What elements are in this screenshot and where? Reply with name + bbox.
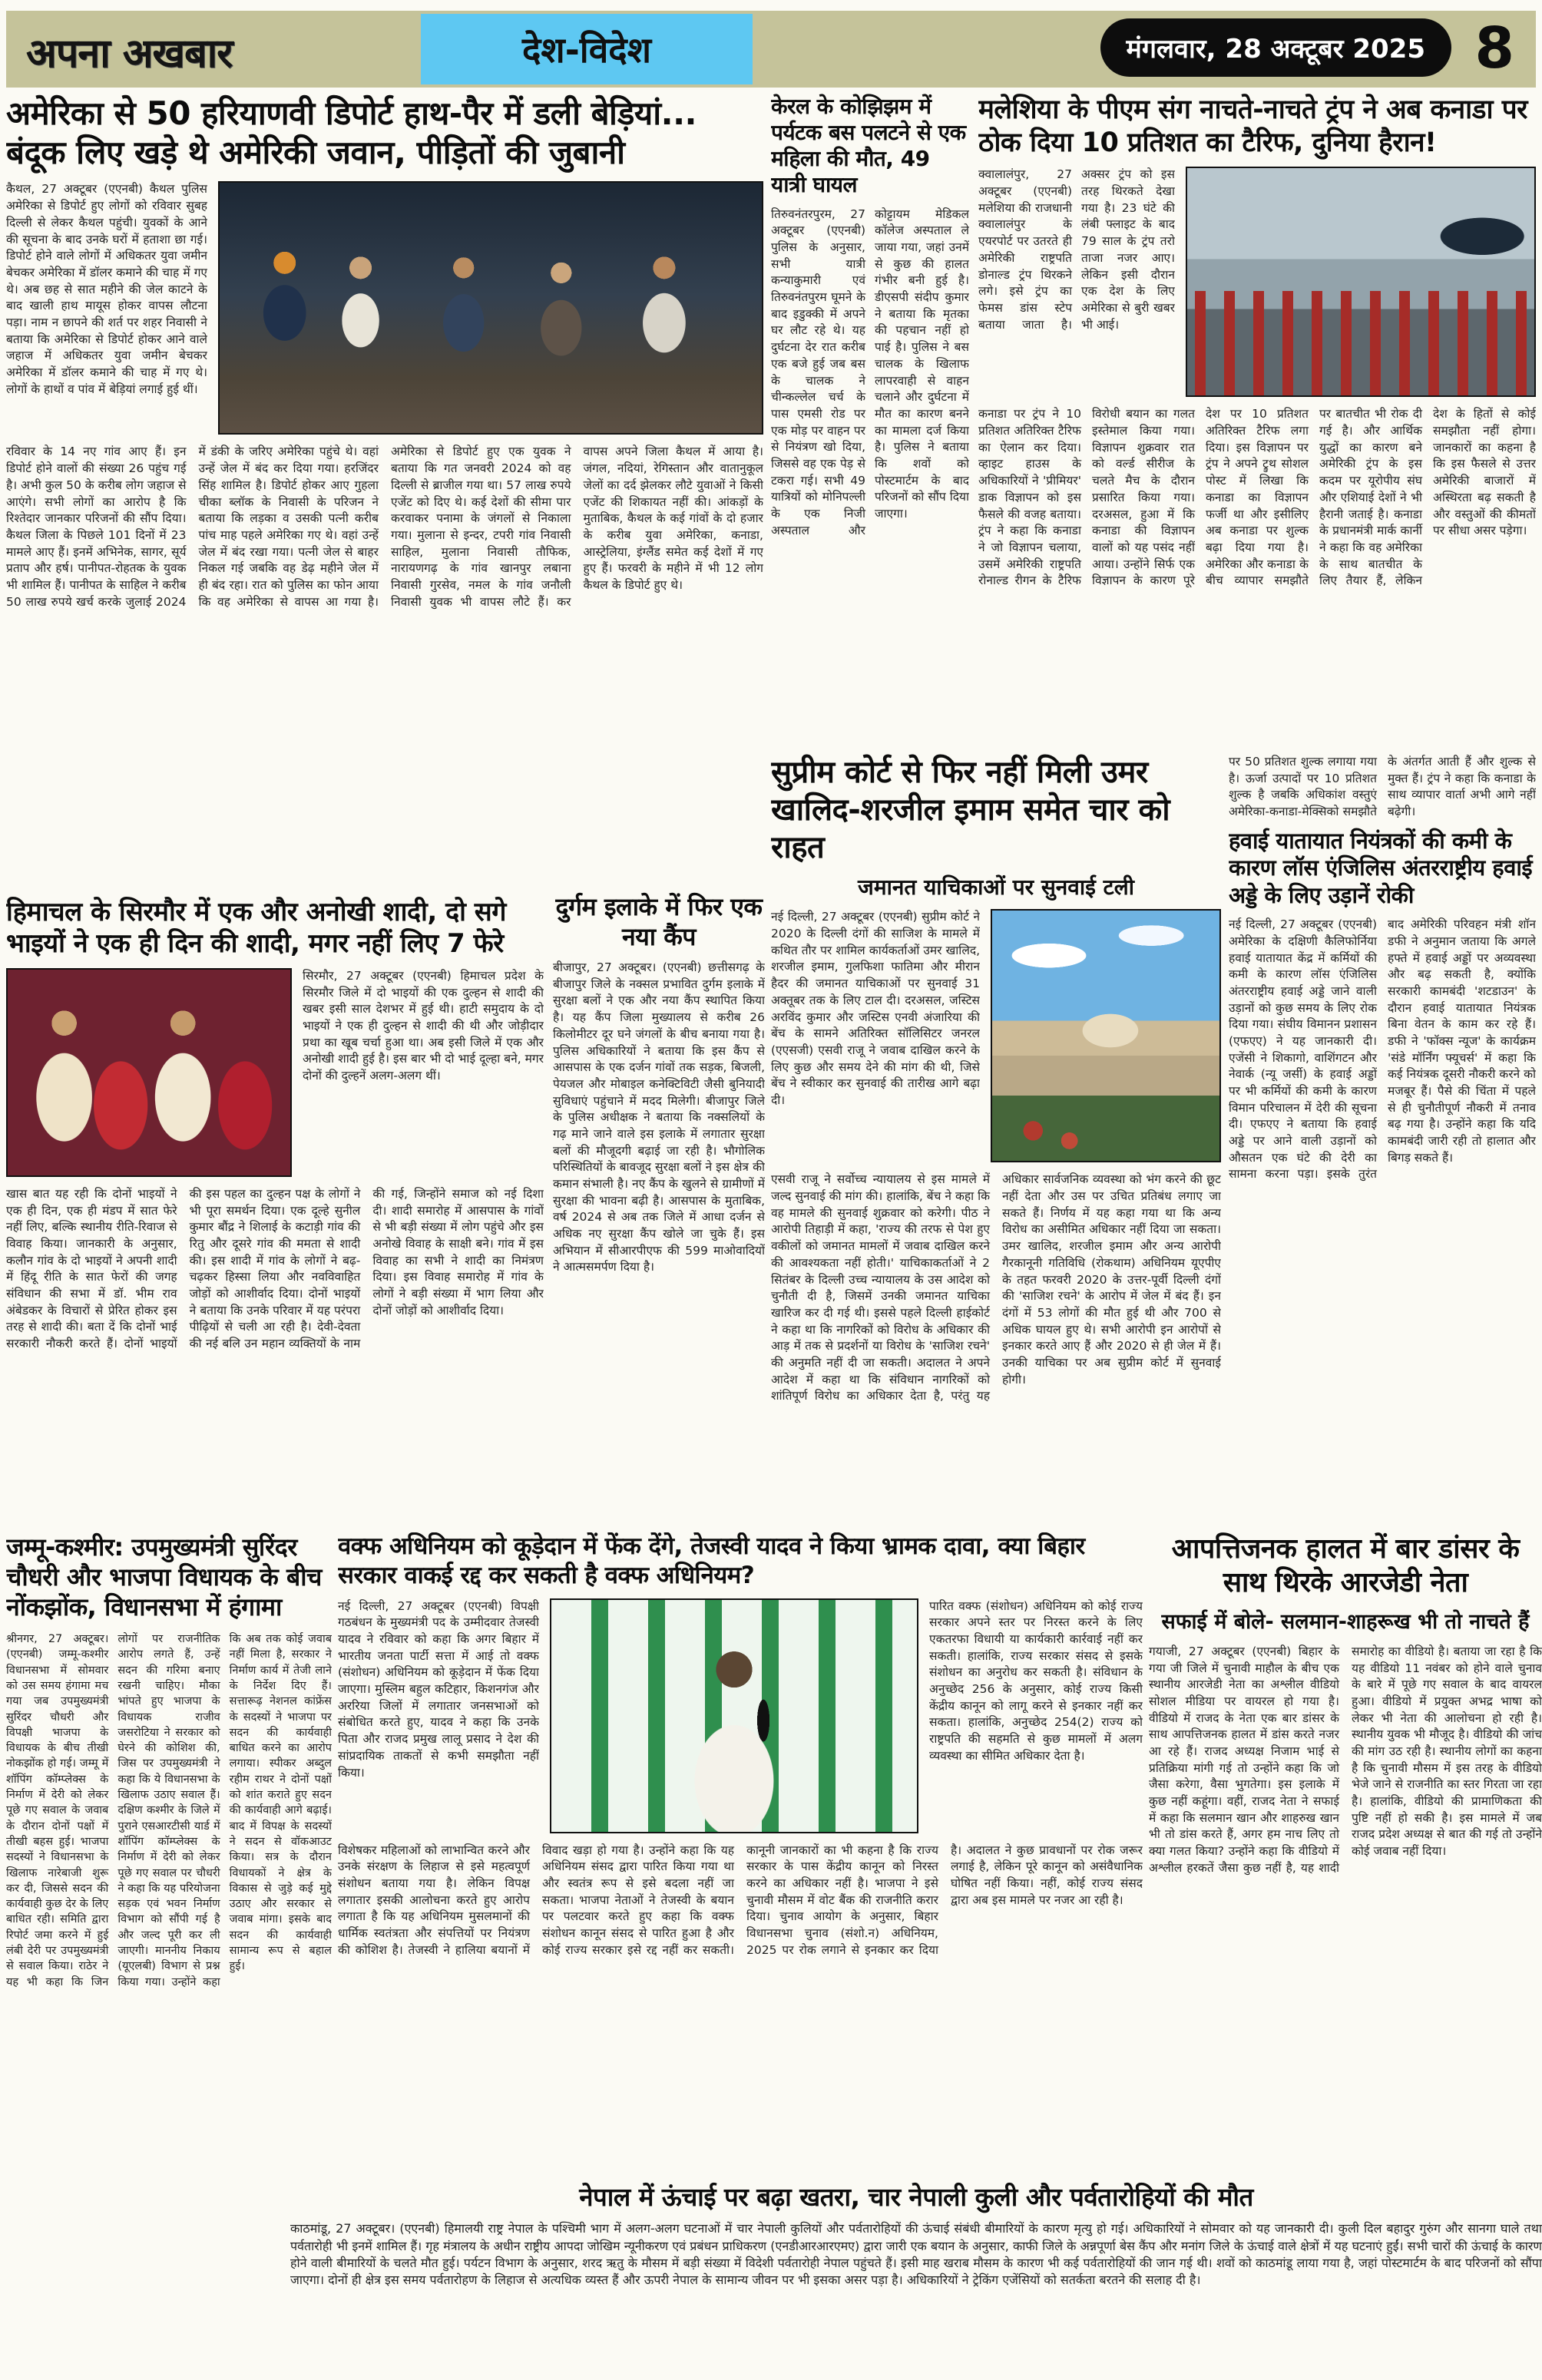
article-nepal-headline: नेपाल में ऊंचाई पर बढ़ा खतरा, चार नेपाली कुली और पर्वतारोहियों की मौत <box>579 2182 1253 2212</box>
article-bijapur-body: बीजापुर, 27 अक्टूबर। (एएनबी) छत्तीसगढ़ के बीजापुर जिले के नक्सल प्रभावित दुर्गम इलाके में सुरक्षा बलों ने एक और नया कैंप स्थापित किया है। यह कैंप जिला मुख्यालय से करीब 26 किलोमीटर दूर घने जंगलों के बीच बनाया गया है। पुलिस अधिकारियों ने बताया कि इस कैंप से आसपास के एक दर्जन गांवों तक सड़क, बिजली, पेयजल और मोबाइल कनेक्टिविटी जैसी बुनियादी सुविधाएं पहुंचाने में मदद मिलेगी। बीजापुर जिले के पुलिस अधीक्षक ने बताया कि नक्सलियों के गढ़ माने जाने वाले इस इलाके में लगातार सुरक्षा बलों की मौजूदगी बढ़ाई जा रही है। भौगोलिक परिस्थितियों के बावजूद सुरक्षा बलों ने इस क्षेत्र की कमान संभाली है। नए कैंप के खुलने से ग्रामीणों में सुरक्षा की भावना बढ़ी है। आसपास के मुताबिक, वर्ष 2024 से अब तक जिले में आधा दर्जन से अधिक नए सुरक्षा कैंप खोले जा चुके हैं। इस अभियान में सीआरपीएफ की 599 माओवादियों ने आत्मसमर्पण दिया है। <box>553 960 765 1274</box>
article-waqf <box>338 1532 1143 2174</box>
article-la-body: नई दिल्ली, 27 अक्टूबर (एएनबी) अमेरिका के दक्षिणी कैलिफोर्निया हवाई यातायात केंद्र में कर्मियों की कमी के कारण लॉस एंजिलिस अंतरराष्ट्रीय हवाई अड्डे जाने वाली उड़ानों को कुछ समय के लिए रोक दिया गया। संघीय विमानन प्रशासन (एफएए) ने यह जानकारी दी। एजेंसी ने शिकागो, वाशिंगटन और नेवार्क (न्यू जर्सी) के हवाई अड्डों पर भी कर्मियों की कमी के कारण विमान परिचालन में देरी की सूचना दी। एफएए ने बताया कि हवाई अड्डे पर आने वाली उड़ानों को औसतन एक घंटे की देरी का सामना करना पड़ा। इसके तुरंत बाद अमेरिकी परिवहन मंत्री शॉन डफी ने अनुमान जताया कि अगले हफ्ते में हवाई अड्डों पर अव्यवस्था और बढ़ सकती है, क्योंकि सरकारी कामबंदी 'शटडाउन' के दौरान हवाई यातायात नियंत्रक बिना वेतन के काम कर रहे हैं। डफी ने 'फॉक्स न्यूज' के कार्यक्रम 'संडे मॉर्निंग फ्यूचर्स' में कहा कि कई नियंत्रक दूसरी नौकरी करने को मजबूर हैं। पैसे की चिंता में पहले से ही चुनौतीपूर्ण नौकरी में तनाव बढ़ गया है। उन्होंने कहा कि यदि कामबंदी जारी रही तो हालात और बिगड़ सकते हैं। <box>1229 917 1536 1182</box>
article-rjd-body: गयाजी, 27 अक्टूबर (एएनबी) बिहार के गया जी जिले में चुनावी माहौल के बीच एक स्थानीय आरजेडी नेता का अश्लील वीडियो सोशल मीडिया पर वायरल हो गया है। वीडियो में राजद के नेता एक बार डांसर के साथ आपत्तिजनक हालत में डांस करते नजर आ रहे हैं। राजद अध्यक्ष निजाम भाई से प्रतिक्रिया मांगी गई तो उन्होंने कहा कि जो जैसा करेगा, वैसा भुगतेगा। इस इलाके में कुछ नहीं कहूंगा। वहीं, राजद नेता ने सफाई में कहा कि सलमान खान और शाहरुख खान भी तो डांस करते हैं, अगर हम नाच लिए तो क्या गलत किया? उन्होंने कहा कि वीडियो में अश्लील हरकतें जैसा कुछ नहीं है, यह शादी समारोह का वीडियो है। बताया जा रहा है कि यह वीडियो 11 नवंबर को होने वाले चुनाव के बारे में पूछे गए सवाल के बाद वायरल हुआ। वीडियो में प्रयुक्त अभद्र भाषा को लेकर भी नेता की आलोचना हो रही है। स्थानीय युवक भी मौजूद है। वीडियो की जांच की मांग उठ रही है। स्थानीय लोगों का कहना है कि चुनावी मौसम में इस तरह के वीडियो भेजे जाने से राजनीति का स्तर गिरता जा रहा है। हालांकि, वीडियो की प्रामाणिकता की पुष्टि नहीं हो सकी है। इस मामले में जब राजद प्रदेश अध्यक्ष से बात की गई तो उन्होंने कोई जवाब नहीं दिया। <box>1149 1644 1542 1875</box>
article-himachal-body: खास बात यह रही कि दोनों भाइयों ने एक ही दिन, एक ही मंडप में सात फेरे नहीं लिए, बल्कि स्थानीय रीति-रिवाज से विवाह किया। जानकारी के अनुसार, कलौन गांव के दो भाइयों ने अपनी शादी में हिंदू रीति के सात फेरों की जगह संविधान की सभा में डॉ. भीम राव अंबेडकर के विचारों से प्रेरित होकर इस तरह से शादी की। बता दें कि दोनों भाई सरकारी नौकरी करते हैं। दोनों भाइयों की इस पहल का दुल्हन पक्ष के लोगों ने भी पूरा समर्थन दिया। एक दूल्हे सुनील कुमार बौंद्र ने शिलाई के कटाड़ी गांव की रितु और दूसरे गांव की ममता से शादी की। इस शादी में गांव के लोगों ने बढ़-चढ़कर हिस्सा लिया और नवविवाहित जोड़ों को आशीर्वाद दिया। दोनों भाइयों ने बताया कि उनके परिवार में यह परंपरा पीढ़ियों से चली आ रही है। देवी-देवता की नई बलि उन महान व्यक्तियों के नाम की गई, जिन्होंने समाज को नई दिशा दी। शादी समारोह में आसपास के गांवों से भी बड़ी संख्या में लोग पहुंचे और इस अनोखे विवाह के साक्षी बने। गांव में इस विवाह का सभी ने शादी का निमंत्रण दिया। इस विवाह समारोह में गांव के लोगों ने बड़ी संख्या में भाग लिया और दोनों जोड़ों को आशीर्वाद दिया। <box>6 1186 544 1351</box>
article-jammu-headline: जम्मू-कश्मीर: उपमुख्यमंत्री सुरिंदर चौधरी और भाजपा विधायक के बीच नोंकझोंक, विधानसभा में हंगामा <box>6 1532 322 1622</box>
article-kerala-headline: केरल के कोझिझम में पर्यटक बस पलटने से एक महिला की मौत, 49 यात्री घायल <box>771 94 966 198</box>
supreme-court-photo <box>991 909 1221 1162</box>
article-rjd-subhead: सफाई में बोले- सलमान-शाहरूख भी तो नाचते हैं <box>1161 1609 1530 1634</box>
article-sc-headline: सुप्रीम कोर्ट से फिर नहीं मिली उमर खालिद-शरजील इमाम समेत चार को राहत <box>771 755 1170 865</box>
article-deport-headline: अमेरिका से 50 हरियाणवी डिपोर्ट हाथ-पैर में डली बेड़ियां... बंदूक लिए खड़े थे अमेरिकी जवान, पीड़ितों की जुबानी <box>6 94 697 172</box>
article-malaysia-lead: क्वालालंपुर, 27 अक्टूबर (एएनबी) मलेशिया की राजधानी क्वालालंपुर के एयरपोर्ट पर उतरते ही अमेरिकी राष्ट्रपति डोनाल्ड ट्रंप थिरकने लगे। इसे ट्रंप का फेमस डांस स्टेप बताया जाता है। अक्सर ट्रंप को इस तरह थिरकते देखा गया है। 23 घंटे की लंबी फ्लाइट के बाद 79 साल के ट्रंप तरो ताजा नजर आए। लेकिन इसी दौरान एक देश के लिए अमेरिका से बुरी खबर भी आई। <box>978 167 1175 332</box>
article-rjd <box>1149 1532 1542 2174</box>
article-sc-subhead: जमानत याचिकाओं पर सुनवाई टली <box>858 874 1134 901</box>
date-pill <box>1100 18 1451 77</box>
edition-date: मंगलवार, 28 अक्टूबर 2025 <box>1126 34 1425 64</box>
section-banner <box>421 14 753 84</box>
tejashwi-photo <box>550 1598 918 1833</box>
paper-name: अपना अखबार <box>26 31 233 77</box>
article-himachal-headline: हिमाचल के सिरमौर में एक और अनोखी शादी, दो सगे भाइयों ने एक ही दिन की शादी, मगर नहीं लिए 7 फेरे <box>6 897 506 960</box>
masthead <box>6 11 1536 88</box>
article-nepal-body: काठमांडू, 27 अक्टूबर। (एएनबी) हिमालयी राष्ट्र नेपाल के पश्चिमी भाग में अलग-अलग घटनाओं में चार नेपाली कुलियों और पर्वतारोहियों की ऊंचाई संबंधी बीमारियों के कारण मृत्यु हो गई। अधिकारियों ने सोमवार को यह जानकारी दी। कुली दिल बहादुर गुरुंग और सानगा घाले तथा पर्वतारोही भी इनमें शामिल हैं। गृह मंत्रालय के अधीन राष्ट्रीय आपदा जोखिम न्यूनीकरण एवं प्रबंधन प्राधिकरण (एनडीआरआरएमए) द्वारा जारी एक बयान के अनुसार, काफी जिले के अन्नपूर्णा बेस कैंप और मनांग जिले के ऊंचाई वाले क्षेत्रों में यह घटनाएं हुईं। सभी चारों की ऊंचाई के कारण होने वाली बीमारियों के चलते मौत हुई। पर्यटन विभाग के अनुसार, शरद ऋतु के मौसम में बड़ी संख्या में विदेशी पर्वतारोही नेपाल पहुंचते हैं। इसी माह खराब मौसम के कारण भी कई पर्वतारोहियों की जान गई थी। शवों को काठमांडू लाया गया है, जहां पोस्टमार्टम के बाद परिजनों को सौंपा जाएगा। दोनों ही क्षेत्र इस समय पर्वतारोहण के लिहाज से अत्यधिक व्यस्त हैं और ऊपरी नेपाल के सामान्य जीवन पर भी इसका असर पड़ा है। अधिकारियों ने ट्रेकिंग एजेंसियों को सतर्कता बरतने की सलाह दी है। <box>290 2221 1542 2288</box>
article-la-headline: हवाई यातायात नियंत्रकों की कमी के कारण लॉस एंजिलिस अंतरराष्ट्रीय हवाई अड्डे के लिए उड़ानें रोकी <box>1229 828 1533 908</box>
article-sc-lead: नई दिल्ली, 27 अक्टूबर (एएनबी) सुप्रीम कोर्ट ने 2020 के दिल्ली दंगों की साजिश के मामले में कथित तौर पर शामिल कार्यकर्ताओं उमर खालिद, शरजील इमाम, गुलफिशा फातिमा और मीरान हैदर की जमानत याचिकाओं पर सुनवाई 31 अक्तूबर तक के लिए टाल दी। दरअसल, जस्टिस अरविंद कुमार और जस्टिस एनवी अंजारिया की बेंच के सामने अतिरिक्त सॉलिसिटर जनरल (एएसजी) एसवी राजू ने जवाब दाखिल करने के लिए कुछ और समय देने की मांग की थी, जिसे बेंच ने स्वीकार कर सुनवाई की तारीख आगे बढ़ा दी। <box>771 910 980 1107</box>
deportees-photo <box>218 181 763 435</box>
article-bijapur <box>553 892 765 1525</box>
article-rjd-headline: आपत्तिजनक हालत में बार डांसर के साथ थिरके आरजेडी नेता <box>1171 1533 1520 1598</box>
article-malaysia-body: कनाडा पर ट्रंप ने 10 प्रतिशत अतिरिक्त टैरिफ का ऐलान कर दिया। व्हाइट हाउस के अधिकारियों ने 'प्रीमियर' डाक विज्ञापन को इस फैसले की वजह बताया। ट्रंप ने कहा कि कनाडा ने जो विज्ञापन चलाया, उसमें अमेरिकी राष्ट्रपति रोनाल्ड रीगन के टैरिफ विरोधी बयान का गलत इस्तेमाल किया गया। विज्ञापन शुक्रवार रात को वर्ल्ड सीरीज के चलते मैच के दौरान प्रसारित किया गया। दरअसल, हुआ में कि कनाडा की विज्ञापन वालों को यह पसंद नहीं आया। उन्होंने सिर्फ एक विज्ञापन के कारण पूरे देश पर 10 प्रतिशत अतिरिक्त टैरिफ लगा दिया। इस विज्ञापन पर ट्रंप ने अपने ट्रुथ सोशल पोस्ट में लिखा कि कनाडा का विज्ञापन फर्जी था और इसीलिए अब कनाडा पर शुल्क बढ़ा दिया गया है। अमेरिका और कनाडा के बीच व्यापार समझौते पर बातचीत भी रोक दी गई है। और आर्थिक युद्धों का कारण बने अमेरिकी ट्रंप के इस कदम पर यूरोपीय संघ और एशियाई देशों ने भी हैरानी जताई है। कनाडा के प्रधानमंत्री मार्क कार्नी ने कहा कि वह अमेरिका के साथ बातचीत के लिए तैयार हैं, लेकिन देश के हितों से कोई समझौता नहीं होगा। जानकारों का कहना है कि इस फैसले से उत्तर अमेरिकी बाजारों में अस्थिरता बढ़ सकती है और वस्तुओं की कीमतों पर सीधा असर पड़ेगा। <box>978 407 1536 588</box>
article-deport <box>6 94 763 891</box>
trump-band-photo <box>1186 167 1536 397</box>
article-supreme-court <box>771 754 1221 1522</box>
article-himachal-lead: सिरमौर, 27 अक्टूबर (एएनबी) हिमाचल प्रदेश के सिरमौर जिले में दो भाइयों की एक दुल्हन से शादी की खबर इसी साल देशभर में हुई थी। हाटी समुदाय के दो भाइयों ने एक ही दुल्हन से शादी की थी और जोड़ीदार प्रथा का खूब चर्चा हुआ था। अब इसी जिले में एक और अनोखी शादी हुई है। इस बार भी दो भाई दूल्हा बने, मगर दोनों की दुल्हनें अलग-अलग थीं। <box>303 968 544 1083</box>
article-bijapur-headline: दुर्गम इलाके में फिर एक नया कैंप <box>555 892 763 952</box>
article-malaysia-continuation: पर 50 प्रतिशत शुल्क लगाया गया है। ऊर्जा उत्पादों पर 10 प्रतिशत शुल्क है जबकि अधिकांश वस्तुएं अमेरिका-कनाडा-मेक्सिको समझौते के अंतर्गत आती हैं और शुल्क से मुक्त हैं। ट्रंप ने कहा कि कनाडा के साथ व्यापार वार्ता अभी आगे नहीं बढ़ेगी। <box>1229 755 1536 819</box>
article-waqf-headline: वक्फ अधिनियम को कूड़ेदान में फेंक देंगे, तेजस्वी यादव ने किया भ्रामक दावा, क्या बिहार सरकार वाकई रद्द कर सकती है वक्फ अधिनियम? <box>338 1532 1085 1589</box>
section-title: देश-विदेश <box>522 29 651 71</box>
article-deport-lead: कैथल, 27 अक्टूबर (एएनबी) कैथल पुलिस अमेरिका से डिपोर्ट हुए लोगों को रविवार सुबह दिल्ली से लेकर कैथल पहुंची। युवकों के आने की सूचना के बाद उनके घरों में हताशा छा गई। डिपोर्ट होने वाले लोगों में अधिकतर युवा जमीन बेचकर अमेरिका में डॉलर कमाने की चाह में गए थे। अब छह से सात महीने की जेल काटने के बाद खाली हाथ मायूस होकर वापस लौटना पड़ा। नाम न छापने की शर्त पर शहर निवासी ने बताया कि अमेरिका से डिपोर्ट होकर आने वाले जहाज में अधिकतर युवा जमीन बेचकर अमेरिका में डॉलर कमाने की चाह में गए थे। लोगों के हाथों व पांव में बेड़ियां लगाई हुई थीं। <box>6 182 207 396</box>
article-malaysia-headline: मलेशिया के पीएम संग नाचते-नाचते ट्रंप ने अब कनाडा पर ठोक दिया 10 प्रतिशत का टैरिफ, दुनिया हैरान! <box>978 94 1527 158</box>
wedding-couples-photo <box>6 968 292 1177</box>
article-jammu <box>6 1532 332 2372</box>
article-himachal <box>6 897 544 1525</box>
page-number: 8 <box>1474 15 1514 81</box>
article-la-flights <box>1229 754 1536 1522</box>
article-kerala-body: तिरुवनंतरपुरम, 27 अक्टूबर (एएनबी) पुलिस के अनुसार, सभी यात्री कन्याकुमारी एवं तिरुवनंतपुरम घूमने के बाद इडुक्की में अपने घर लौट रहे थे। यह दुर्घटना देर रात करीब एक बजे हुई जब बस के चालक ने चीन्कल्लेल चर्च के पास एमसी रोड पर एक मोड़ पर वाहन पर से नियंत्रण खो दिया, जिससे वह एक पेड़ से टकरा गई। सभी 49 यात्रियों को मोनिपल्ली के एक निजी अस्पताल और कोट्टायम मेडिकल कॉलेज अस्पताल ले जाया गया, जहां उनमें से कुछ की हालत गंभीर बनी हुई है। डीएसपी संदीप कुमार ने बताया कि मृतका की पहचान नहीं हो पाई है। पुलिस ने बस चालक के खिलाफ लापरवाही से वाहन चलाने और दुर्घटना में मौत का कारण बनने का मामला दर्ज किया है। पुलिस ने बताया कि शवों को पोस्टमार्टम के बाद परिजनों को सौंप दिया जाएगा। <box>771 207 969 537</box>
article-sc-body: एसवी राजू ने सर्वोच्च न्यायालय से इस मामले में जल्द सुनवाई की मांग की। हालांकि, बेंच ने कहा कि वह मामले की सुनवाई शुक्रवार को करेगी। पीठ ने आरोपी तिहाड़ी में कहा, 'राज्य की तरफ से पेश हुए वकीलों को जमानत मामलों में जवाब दाखिल करने की आवश्यकता नहीं होती।' याचिकाकर्ताओं ने 2 सितंबर के दिल्ली उच्च न्यायालय के उस आदेश को चुनौती दी है, जिसमें उनकी जमानत याचिका खारिज कर दी गई थी। इससे पहले दिल्ली हाईकोर्ट ने कहा था कि नागरिकों को विरोध के अधिकार की आड़ में तक से प्रदर्शनों या विरोध के 'साजिश रचने' की अनुमति नहीं दी जा सकती। अदालत ने अपने आदेश में कहा था कि संविधान नागरिकों को शांतिपूर्ण विरोध का अधिकार देता है, परंतु यह अधिकार सार्वजनिक व्यवस्था को भंग करने की छूट नहीं देता और उस पर उचित प्रतिबंध लगाए जा सकते हैं। निर्णय में यह कहा गया था कि अन्य विरोध का असीमित अधिकार नहीं दिया जा सकता। उमर खालिद, शरजील इमाम और अन्य आरोपी गैरकानूनी गतिविधि (रोकथाम) अधिनियम यूएपीए के तहत फरवरी 2020 के उत्तर-पूर्वी दिल्ली दंगों की 'साजिश रचने' के आरोप में जेल में बंद हैं। इन दंगों में 53 लोगों की मौत हुई थी और 700 से अधिक घायल हुए थे। सभी आरोपी इन आरोपों से इनकार करते आए हैं और 2020 से ही जेल में हैं। उनकी याचिका पर अब सुप्रीम कोर्ट में सुनवाई होगी। <box>771 1172 1221 1403</box>
article-deport-body: रविवार के 14 नए गांव आए हैं। इन डिपोर्ट होने वालों की संख्या 26 पहुंच गई है। अभी कुल 50 के करीब लोग जहाज से आएंगे। सभी लोगों का आरोप है कि रिश्तेदार जानकार परिजनों की सौंप दिया। कैथल जिला के पिछले 101 दिनों में 23 मामले आए हैं। इनमें अभिनेक, सागर, सूर्य प्रताप और हर्ष। पानीपत-रोहतक के युवक भी शामिल हैं। पानीपत के साहिल ने करीब 50 लाख रुपये खर्च करके जुलाई 2024 में डंकी के जरिए अमेरिका पहुंचे थे। वहां उन्हें जेल में बंद कर दिया गया। हरजिंदर सिंह शामिल है। डिपोर्ट होकर आए गुहला चीका ब्लॉक के निवासी के परिजन ने बताया कि लड़का व उसकी पत्नी करीब पांच माह पहले अमेरिका गए थे। वहां उन्हें जेल में बंद रखा गया। पत्नी जेल से बाहर निकल गई जबकि वह डेढ़ महीने जेल में ही बंद रहा। रात को पुलिस का फोन आया कि वह अमेरिका से वापस आ गया है। अमेरिका से डिपोर्ट हुए एक युवक ने बताया कि गत जनवरी 2024 को वह दिल्ली से ब्राजील गया था। 57 लाख रुपये एजेंट को दिए थे। कई देशों की सीमा पार करवाकर पनामा के जंगलों से निकाला गया। मुलाना से इन्दर, टपरी गांव निवासी साहिल, मुलाना निवासी तौफिक, नारायणगढ़ के गांव खानपुर लबाना निवासी गुरसेव, नमल के गांव जनौली निवासी युवक भी वापस लौटे हैं। कर वापस अपने जिला कैथल में आया है। जंगल, नदियां, रेगिस्तान और वातानुकूल जेलों का दर्द झेलकर लौटे युवाओं ने किसी एजेंट की शिकायत नहीं की। आंकड़ों के मुताबिक, कैथल के कई गांवों के दो हजार के करीब युवा अमेरिका, कनाडा, आस्ट्रेलिया, इंग्लैंड समेत कई देशों में गए हुए हैं। फरवरी के महीने में भी 12 लोग कैथल के डिपोर्ट हुए थे। <box>6 445 763 609</box>
article-waqf-lead: नई दिल्ली, 27 अक्टूबर (एएनबी) विपक्षी गठबंधन के मुख्यमंत्री पद के उम्मीदवार तेजस्वी यादव ने रविवार को कहा कि अगर बिहार में भारतीय जनता पार्टी सत्ता में आई तो वक्फ (संशोधन) अधिनियम को कूड़ेदान में फेंक दिया जाएगा। मुस्लिम बहुल कटिहार, किशनगंज और अररिया जिलों में लगातार जनसभाओं को संबोधित करते हुए, यादव ने कहा कि उनके पिता और राजद प्रमुख लालू प्रसाद ने देश की सांप्रदायिक ताकतों से कभी समझौता नहीं किया। <box>338 1598 539 1780</box>
article-kerala <box>771 94 969 751</box>
article-waqf-right-col: पारित वक्फ (संशोधन) अधिनियम को कोई राज्य सरकार अपने स्तर पर निरस्त करने के लिए एकतरफा विधायी या कार्यकारी कार्रवाई नहीं कर सकती। हालांकि, राज्य सरकार संसद से इसके संशोधन का अनुरोध कर सकती है। संविधान के अनुच्छेद 256 के अनुसार, कोई राज्य किसी केंद्रीय कानून को लागू करने से इनकार नहीं कर सकता। हालांकि, अनुच्छेद 254(2) राज्य को राष्ट्रपति की सहमति से कुछ मामलों में अलग व्यवस्था का सीमित अधिकार देता है। <box>929 1598 1143 1763</box>
article-malaysia <box>978 94 1536 751</box>
article-nepal <box>290 2182 1542 2374</box>
article-waqf-body: विशेषकर महिलाओं को लाभान्वित करने और उनके संरक्षण के लिहाज से इसे महत्वपूर्ण संशोधन बताया गया है। लेकिन विपक्ष लगातार इसकी आलोचना करते हुए आरोप लगाता है कि यह अधिनियम मुसलमानों की धार्मिक स्वतंत्रता और संपत्तियों पर नियंत्रण की कोशिश है। तेजस्वी ने हालिया बयानों में विवाद खड़ा हो गया है। उन्होंने कहा कि यह अधिनियम संसद द्वारा पारित किया गया था और स्वतंत्र रूप से इसे बदला नहीं जा सकता। भाजपा नेताओं ने तेजस्वी के बयान पर पलटवार करते हुए कहा कि वक्फ संशोधन कानून संसद से पारित हुआ है और कोई राज्य सरकार इसे रद्द नहीं कर सकती। कानूनी जानकारों का भी कहना है कि राज्य सरकार के पास केंद्रीय कानून को निरस्त करने का अधिकार नहीं है। भाजपा ने इसे चुनावी मौसम में वोट बैंक की राजनीति करार दिया। चुनाव आयोग के अनुसार, बिहार विधानसभा चुनाव (संशो.न) अधिनियम, 2025 पर रोक लगाने से इनकार कर दिया है। अदालत ने कुछ प्रावधानों पर रोक जरूर लगाई है, लेकिन पूरे कानून को असंवैधानिक घोषित नहीं किया। नहीं, कोई राज्य संसद द्वारा अब इस मामले पर नजर आ रही है। <box>338 1843 1143 1957</box>
article-jammu-body: श्रीनगर, 27 अक्टूबर। (एएनबी) जम्मू-कश्मीर विधानसभा में सोमवार को उस समय हंगामा मच गया जब उपमुख्यमंत्री सुरिंदर चौधरी और विपक्षी भाजपा के विधायक के बीच तीखी नोकझोंक हो गई। जम्मू में शॉपिंग कॉम्प्लेक्स के निर्माण में देरी को लेकर पूछे गए सवाल के जवाब के दौरान दोनों पक्षों में तीखी बहस हुई। भाजपा सदस्यों ने विधानसभा के खिलाफ नारेबाजी शुरू कर दी, जिससे सदन की कार्यवाही कुछ देर के लिए बाधित रही। समिति द्वारा रिपोर्ट जमा करने में हुई लंबी देरी पर उपमुख्यमंत्री से सवाल किया। राठेर ने यह भी कहा कि जिन लोगों पर राजनीतिक आरोप लगते हैं, उन्हें सदन की गरिमा बनाए रखनी चाहिए। मौका भांपते हुए भाजपा के विधायक राजीव जसरोटिया ने सरकार को घेरने की कोशिश की, जिस पर उपमुख्यमंत्री ने कहा कि ये विधानसभा के खिलाफ उठाए सवाल हैं। दक्षिण कश्मीर के जिले में पुराने एसआरटीसी यार्ड में शॉपिंग कॉम्प्लेक्स के निर्माण में देरी को लेकर पूछे गए सवाल पर चौधरी ने कहा कि यह परियोजना सड़क एवं भवन निर्माण विभाग को सौंपी गई है और जल्द पूरी कर ली जाएगी। माननीय निकाय (यूएलबी) विभाग से प्रश्न किया गया। उन्होंने कहा कि अब तक कोई जवाब नहीं मिला है, सरकार ने निर्माण कार्य में तेजी लाने के निर्देश दिए हैं। सत्तारूढ़ नेशनल कांफ्रेंस के सदस्यों ने भाजपा पर सदन की कार्यवाही बाधित करने का आरोप लगाया। स्पीकर अब्दुल रहीम राथर ने दोनों पक्षों को शांत कराते हुए सदन की कार्यवाही आगे बढ़ाई। बाद में विपक्ष के सदस्यों ने सदन से वॉकआउट किया। सत्र के दौरान विधायकों ने क्षेत्र के विकास से जुड़े कई मुद्दे उठाए और सरकार से जवाब मांगा। इसके बाद सदन की कार्यवाही सामान्य रूप से बहाल हुई। <box>6 1633 332 1988</box>
